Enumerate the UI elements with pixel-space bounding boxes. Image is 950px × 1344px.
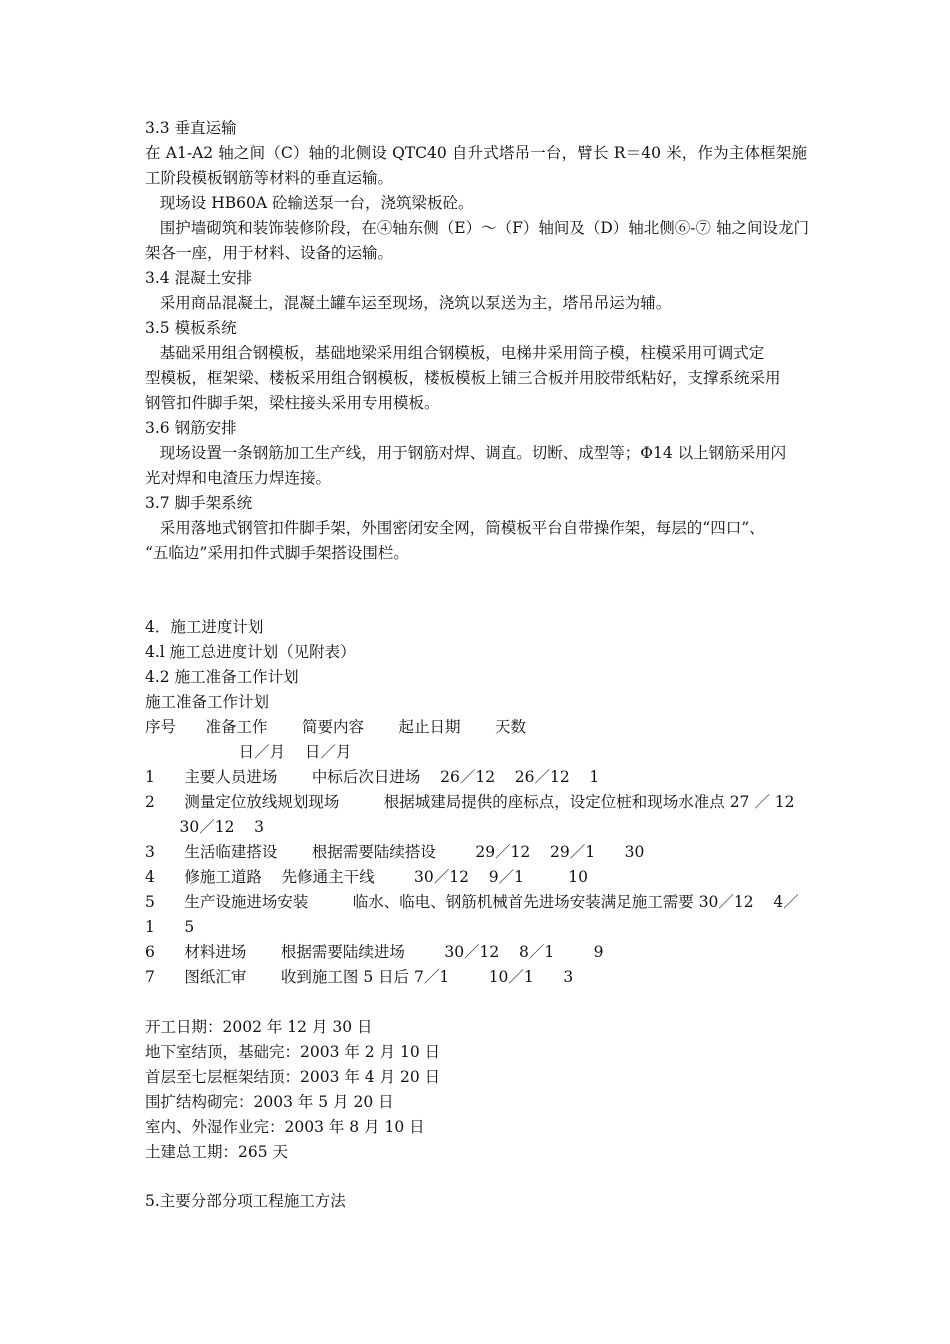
milestone-line: 开工日期：2002 年 12 月 30 日 [145,1018,373,1036]
paragraph-line: 架各一座，用于材料、设备的运输。 [145,244,394,262]
milestone-line: 围扩结构砌完：2003 年 5 月 20 日 [145,1093,394,1111]
table-header: 序号 准备工作 简要内容 起止日期 天数 [145,718,527,736]
table-row: 4 修施工道路 先修通主干线 30／12 9／1 10 [145,868,588,886]
table-row: 5 生产设施进场安装 临水、临电、钢筋机械首先进场安装满足施工需要 30／12 4／ [145,893,799,911]
section-heading-3-7: 3.7 脚手架系统 [145,494,253,512]
milestone-line: 地下室结顶，基础完：2003 年 2 月 10 日 [145,1043,441,1061]
paragraph-line: 钢管扣件脚手架，梁柱接头采用专用模板。 [145,394,440,412]
milestone-line: 土建总工期：265 天 [145,1143,289,1161]
table-title: 施工准备工作计划 [145,693,270,711]
paragraph-line: 基础采用组合钢模板，基础地梁采用组合钢模板，电梯井采用筒子模，柱模采用可调式定 [145,344,765,362]
section-heading-4: 4．施工进度计划 [145,618,264,636]
subsection-heading-4-2: 4.2 施工准备工作计划 [145,668,299,686]
section-heading-3-3: 3.3 垂直运输 [145,119,237,137]
table-row: 2 测量定位放线规划现场 根据城建局提供的座标点，设定位桩和现场水准点 27 ／ 12 [145,793,795,811]
milestone-line: 首层至七层框架结顶：2003 年 4 月 20 日 [145,1068,441,1086]
paragraph-line: 围护墙砌筑和装饰装修阶段，在④轴东侧（E）～（F）轴间及（D）轴北侧⑥-⑦ 轴之间设龙门 [145,219,809,237]
section-heading-3-6: 3.6 钢筋安排 [145,419,237,437]
paragraph-line: 在 A1-A2 轴之间（C）轴的北侧设 QTC40 自升式塔吊一台，臂长 R＝40 米，作为主体框架施 [145,144,807,162]
paragraph-line: 采用商品混凝土，混凝土罐车运至现场，浇筑以泵送为主，塔吊吊运为辅。 [145,294,672,312]
paragraph-line: “五临边”采用扣件式脚手架搭设围栏。 [145,544,409,562]
table-row: 1 5 [145,918,195,936]
paragraph-line: 工阶段模板钢筋等材料的垂直运输。 [145,169,394,187]
section-heading-3-4: 3.4 混凝土安排 [145,269,253,287]
table-row: 1 主要人员进场 中标后次日进场 26／12 26／12 1 [145,768,600,786]
paragraph-line: 现场设 HB60A 砼输送泵一台，浇筑梁板砼。 [145,194,474,212]
table-row: 30／12 3 [145,818,265,836]
table-row: 3 生活临建搭设 根据需要陆续搭设 29／12 29／1 30 [145,843,645,861]
paragraph-line: 现场设置一条钢筋加工生产线，用于钢筋对焊、调直。切断、成型等；Φ14 以上钢筋采用闪 [145,444,787,462]
paragraph-line: 型模板，框架梁、楼板采用组合钢模板，楼板模板上铺三合板并用胶带纸粘好，支撑系统采用 [145,369,781,387]
milestone-line: 室内、外湿作业完：2003 年 8 月 10 日 [145,1118,425,1136]
section-heading-3-5: 3.5 模板系统 [145,319,237,337]
section-heading-5: 5.主要分部分项工程施工方法 [145,1192,346,1210]
subsection-heading-4-1: 4.l 施工总进度计划（见附表） [145,643,356,661]
table-row: 7 图纸汇审 收到施工图 5 日后 7／1 10／1 3 [145,968,574,986]
table-row: 6 材料进场 根据需要陆续进场 30／12 8／1 9 [145,943,604,961]
paragraph-line: 光对焊和电渣压力焊连接。 [145,469,332,487]
table-header-sub: 日／月 日／月 [145,743,352,761]
paragraph-line: 采用落地式钢管扣件脚手架，外围密闭安全网，筒模板平台自带操作架，每层的“四口”、 [145,519,765,537]
